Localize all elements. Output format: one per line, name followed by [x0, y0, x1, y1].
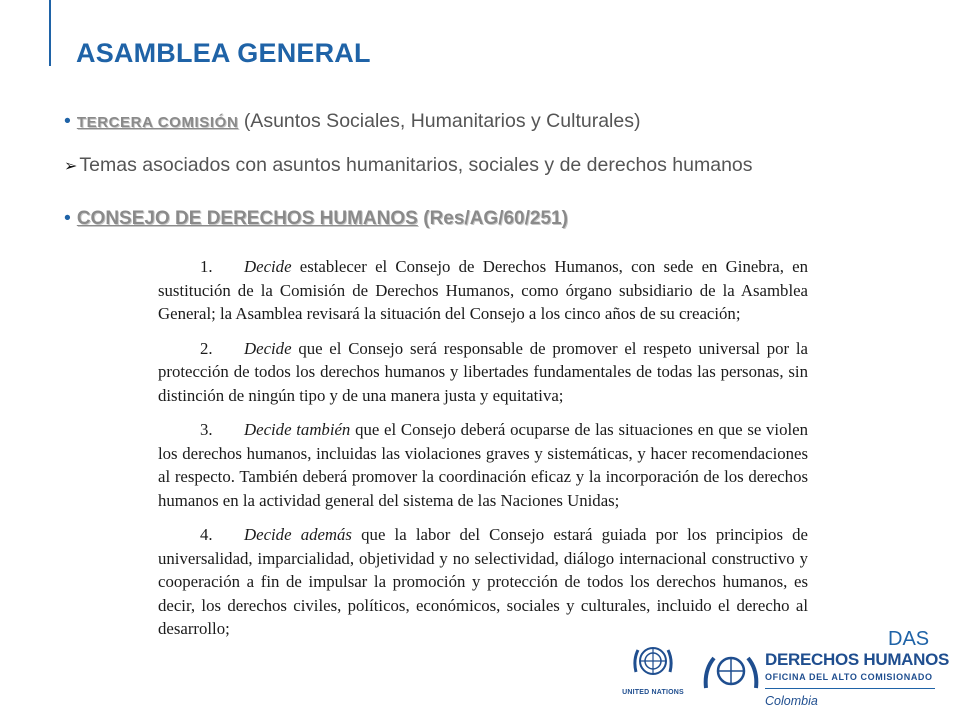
country-label: Colombia: [765, 694, 818, 708]
footer-divider: [765, 688, 935, 689]
tercera-comision-label: TERCERA COMISIÓN: [76, 114, 239, 131]
paragraph-verb: Decide además: [244, 525, 352, 544]
paragraph-text: que el Consejo será responsable de promover el respeto universal por la protección de todos los derechos humanos y libertades fundamentales de todas las personas, sin distinción de ningún tipo y de una manera justa y equitativa;: [158, 338, 809, 405]
sub-item-temas: [64, 154, 753, 177]
paragraph-verb: Decide: [244, 338, 292, 358]
resolution-paragraph: [158, 523, 808, 641]
un-caption: UNITED NATIONS: [622, 689, 684, 696]
resolution-paragraph: [158, 337, 808, 408]
paragraph-text: establecer el Consejo de Derechos Humanos, con sede en Ginebra, en sustitución de la Comisión de Derechos Humanos, como órgano subsidiario de la Asamblea General; la Asamblea revisará la situación del Consejo a los cinco años de su creación;: [158, 257, 808, 323]
paragraph-number: 1.: [200, 257, 213, 276]
paragraph-number: 3.: [200, 420, 213, 439]
un-emblem-icon: [630, 642, 676, 682]
slide-title: ASAMBLEA GENERAL: [76, 38, 371, 68]
resolution-ref: (Res/AG/60/251): [423, 208, 568, 229]
tercera-comision-desc: (Asuntos Sociales, Humanitarios y Culturales): [243, 110, 641, 132]
oficina-label: OFICINA DEL ALTO COMISIONADO: [765, 672, 933, 682]
resolution-paragraph: [158, 255, 808, 326]
sub-item-text: Temas asociados con asuntos humanitarios, sociales y de derechos humanos: [79, 154, 753, 176]
consejo-label: CONSEJO DE DERECHOS HUMANOS: [76, 208, 418, 229]
paragraph-number: 4.: [200, 525, 213, 544]
paragraph-verb: Decide también: [244, 420, 351, 439]
paragraph-text: que el Consejo deberá ocuparse de las situaciones en que se violen los derechos humanos, incluidas las violaciones graves y sistemáticas, y hacer recomendaciones al respecto. También deberá promover la coordinación eficaz y la incorporación de los derechos humanos en la actividad general del sistema de las Naciones Unidas;: [158, 420, 808, 510]
resolution-paragraph: [158, 418, 808, 512]
bullet-dot: •: [64, 110, 71, 132]
bullet-tercera-comision: [64, 110, 640, 133]
paragraph-verb: Decide: [244, 257, 292, 276]
arrow-bullet-icon: ➢: [64, 158, 78, 175]
bullet-consejo: [64, 207, 568, 230]
das-label: DAS: [888, 628, 930, 650]
ohchr-logo: [702, 652, 760, 695]
title-accent-rule: [49, 0, 51, 66]
ohchr-emblem-icon: [702, 652, 760, 690]
paragraph-number: 2.: [200, 338, 213, 358]
un-logo: [622, 642, 684, 696]
paragraph-text: que la labor del Consejo estará guiada por los principios de universalidad, imparcialidad, objetividad y no selectividad, diálogo internacional constructivo y cooperación a fin de impulsar la promoción y protección de todos los derechos humanos, es decir, los derechos civiles, políticos, económicos, sociales y culturales, incluido el derecho al desarrollo;: [158, 525, 808, 638]
footer-logos: [620, 630, 950, 720]
bullet-dot: •: [64, 207, 71, 229]
resolution-excerpt: [158, 255, 808, 652]
derechos-humanos-label: DERECHOS HUMANOS: [765, 650, 950, 669]
